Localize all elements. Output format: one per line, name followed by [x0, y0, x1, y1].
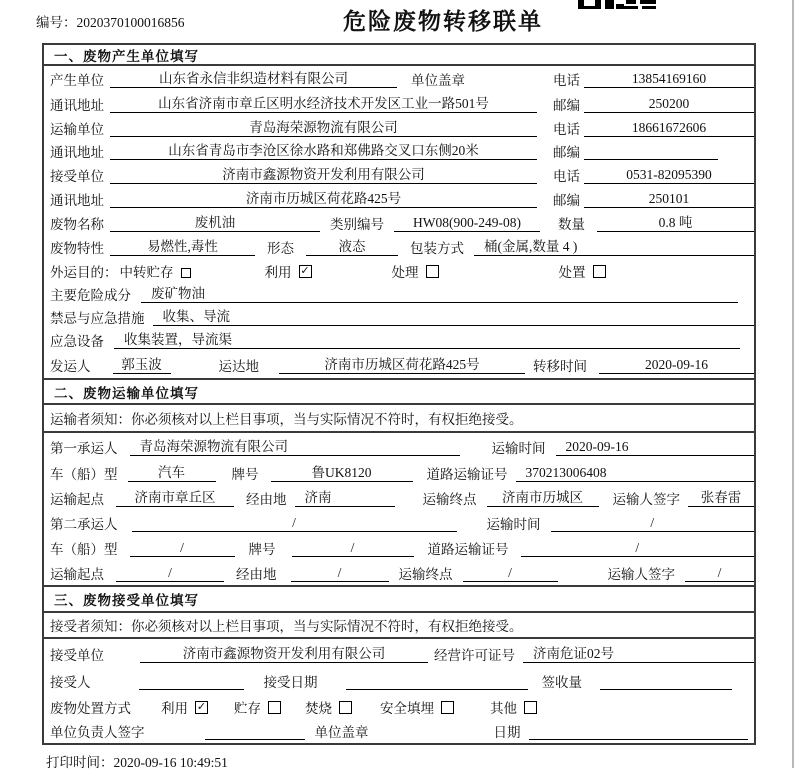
receiver-phone-value: 0531-82095390 — [584, 166, 754, 184]
carrier1-value: 青岛海荣源物流有限公司 — [130, 438, 460, 456]
transfer-checkbox — [181, 268, 191, 278]
carrier2-time-label: 运输时间 — [486, 516, 541, 532]
carrier2-row — [44, 510, 754, 535]
serial-value: 2020370100016856 — [76, 15, 185, 30]
transporter-notice: 运输者须知：你必须核对以上栏目事项，当与实际情况不符时，有权拒绝接受。 — [44, 405, 754, 433]
unit-seal-label: 单位盖章 — [314, 725, 369, 740]
accept-date-value — [346, 672, 528, 690]
waste-name-row — [44, 211, 754, 235]
sign-date-value — [529, 722, 749, 740]
waste-qty-value: 0.8 吨 — [597, 214, 754, 232]
hazard-row — [44, 282, 754, 305]
destination-value: 济南市历城区荷花路425号 — [279, 356, 525, 374]
waste-props-label: 废物特性 — [50, 241, 104, 256]
route1-via-value: 济南 — [295, 489, 395, 507]
receiver-value: 济南市鑫源物资开发利用有限公司 — [110, 166, 537, 184]
producer-address-value: 山东省济南市章丘区明水经济技术开发区工业一路501号 — [110, 95, 537, 113]
hazard-label: 主要危险成分 — [50, 287, 131, 303]
purpose-option-treat: 处理 — [391, 264, 419, 280]
accept-date-label: 接受日期 — [263, 675, 318, 690]
producer-seal-label: 单位盖章 — [411, 73, 465, 88]
vehicle2-row — [44, 535, 754, 560]
license1-value: 370213006408 — [516, 464, 755, 482]
producer-label: 产生单位 — [50, 73, 104, 88]
received-qty-value — [600, 672, 732, 690]
accept-unit-label: 接受单位 — [50, 647, 104, 663]
equipment-row — [44, 328, 754, 351]
receiver-zip-value: 250101 — [584, 190, 754, 208]
disposal-option-landfill: 安全填埋 — [380, 700, 434, 716]
transporter-address-value: 山东省青岛市李沧区徐水路和郑佛路交叉口东侧20米 — [110, 142, 537, 160]
purpose-option-use: 利用 — [264, 264, 292, 280]
route1-sign-label: 运输人签字 — [612, 491, 680, 507]
receiver-address-value: 济南市历城区荷花路425号 — [110, 190, 537, 208]
purpose-option-dispose: 处置 — [558, 264, 586, 280]
shipper-row — [44, 351, 754, 378]
use-checkbox: ✓ — [300, 264, 310, 277]
producer-phone-label: 电话 — [553, 73, 580, 88]
print-time-label: 打印时间： — [46, 755, 114, 770]
vehicle2-value: / — [130, 539, 235, 557]
route1-start-value: 济南市章丘区 — [116, 489, 234, 507]
sign-date-label: 日期 — [493, 725, 521, 740]
route2-start-label: 运输起点 — [50, 566, 104, 582]
producer-address-label: 通讯地址 — [50, 98, 104, 113]
receiver-zip-label: 邮编 — [553, 193, 580, 208]
disposal-option-burn: 焚烧 — [305, 700, 332, 716]
precaution-label: 禁忌与应急措施 — [50, 310, 145, 326]
purpose-row — [44, 259, 754, 282]
transporter-label: 运输单位 — [50, 121, 104, 137]
waste-props-value: 易燃性,毒性 — [110, 238, 255, 256]
vehicle2-label: 车（船）型 — [50, 541, 118, 557]
shipper-value: 郭玉波 — [113, 356, 171, 374]
disposal-store-checkbox — [268, 701, 281, 714]
vehicle1-label: 车（船）型 — [50, 467, 118, 482]
carrier2-value: / — [132, 514, 457, 532]
purpose-label: 外运目的： — [50, 264, 118, 280]
disposal-row — [44, 694, 754, 719]
route2-via-value: / — [291, 564, 389, 582]
plate2-value: / — [292, 539, 414, 557]
operating-license-value: 济南危证02号 — [523, 645, 754, 663]
section2-header: 二、废物运输单位填写 — [44, 378, 754, 405]
hazard-value: 废矿物油 — [141, 285, 738, 303]
disposal-landfill-checkbox — [441, 701, 454, 714]
route2-row — [44, 560, 754, 585]
acceptor-row — [44, 668, 754, 694]
plate1-label: 牌号 — [231, 467, 259, 482]
producer-value: 山东省永信非织造材料有限公司 — [110, 70, 397, 88]
license2-value: / — [521, 539, 755, 557]
route2-start-value: / — [116, 564, 224, 582]
signature-row — [44, 719, 754, 743]
transfer-time-label: 转移时间 — [533, 358, 587, 374]
receiver-row — [44, 163, 754, 187]
license1-label: 道路运输证号 — [426, 467, 508, 482]
license2-label: 道路运输证号 — [427, 541, 509, 557]
receiver-address-row — [44, 187, 754, 211]
waste-name-label: 废物名称 — [50, 217, 104, 232]
waste-pack-label: 包装方式 — [410, 241, 464, 256]
print-time-line — [46, 751, 228, 771]
transporter-phone-label: 电话 — [553, 121, 580, 137]
waste-qty-label: 数量 — [558, 217, 585, 232]
equipment-value: 收集装置，导流渠 — [114, 331, 740, 349]
carrier1-time-label: 运输时间 — [491, 441, 546, 456]
route2-sign-label: 运输人签字 — [607, 566, 675, 582]
producer-phone-value: 13854169160 — [584, 70, 754, 88]
producer-address-row — [44, 92, 754, 116]
route1-sign-value: 张春雷 — [688, 489, 754, 507]
route1-via-label: 经由地 — [246, 491, 287, 507]
plate1-value: 鲁UK8120 — [271, 464, 413, 482]
disposal-use-checkbox: ✓ — [196, 700, 207, 713]
section1-header: 一、废物产生单位填写 — [44, 45, 754, 66]
waste-pack-value: 桶(金属,数量 4 ) — [474, 238, 754, 256]
dispose-checkbox — [593, 265, 606, 278]
transporter-zip-value — [584, 142, 718, 160]
carrier1-label: 第一承运人 — [50, 441, 118, 456]
transporter-phone-value: 18661672606 — [584, 119, 754, 137]
route2-end-label: 运输终点 — [398, 566, 453, 582]
disposal-option-use: 利用 — [161, 700, 188, 716]
carrier1-row — [44, 433, 754, 461]
transfer-time-value: 2020-09-16 — [599, 356, 754, 374]
equipment-label: 应急设备 — [50, 333, 104, 349]
plate2-label: 牌号 — [248, 541, 276, 557]
print-time-value: 2020-09-16 10:49:51 — [113, 755, 228, 770]
route1-end-label: 运输终点 — [422, 491, 477, 507]
waste-form-value: 液态 — [306, 238, 398, 256]
transporter-address-label: 通讯地址 — [50, 145, 104, 160]
waste-form-label: 形态 — [267, 241, 294, 256]
operating-license-label: 经营许可证号 — [434, 647, 515, 663]
serial-label: 编号： — [36, 15, 77, 30]
destination-label: 运达地 — [218, 358, 259, 374]
route1-row — [44, 485, 754, 510]
signature-value — [205, 722, 305, 740]
transporter-address-row — [44, 139, 754, 163]
section3-header: 三、废物接受单位填写 — [44, 585, 754, 613]
waste-category-value: HW08(900-249-08) — [394, 214, 540, 232]
disposal-option-store: 贮存 — [234, 700, 261, 716]
disposal-label: 废物处置方式 — [50, 700, 131, 716]
treat-checkbox — [426, 265, 439, 278]
purpose-option-transfer: 中转贮存 — [119, 264, 174, 280]
producer-zip-label: 邮编 — [553, 98, 580, 113]
qr-code-fragment — [578, 0, 656, 9]
page-edge-divider — [792, 0, 794, 768]
route2-end-value: / — [463, 564, 558, 582]
acceptor-value — [139, 672, 244, 690]
producer-zip-value: 250200 — [584, 95, 754, 113]
vehicle1-row — [44, 461, 754, 485]
manifest-form — [42, 43, 756, 745]
vehicle1-value: 汽车 — [128, 464, 216, 482]
received-qty-label: 签收量 — [541, 675, 582, 690]
acceptor-label: 接受人 — [50, 675, 91, 690]
disposal-burn-checkbox — [339, 701, 352, 714]
disposal-option-other: 其他 — [490, 700, 517, 716]
receiver-phone-label: 电话 — [553, 169, 580, 184]
shipper-label: 发运人 — [50, 358, 91, 374]
route1-end-value: 济南市历城区 — [487, 489, 599, 507]
receiver-address-label: 通讯地址 — [50, 193, 104, 208]
transporter-value: 青岛海荣源物流有限公司 — [110, 119, 537, 137]
route2-via-label: 经由地 — [236, 566, 277, 582]
accept-unit-row — [44, 639, 754, 668]
signature-label: 单位负责人签字 — [50, 725, 145, 740]
carrier1-time-value: 2020-09-16 — [556, 438, 755, 456]
route2-sign-value: / — [685, 564, 754, 582]
waste-props-row — [44, 235, 754, 259]
receiver-label: 接受单位 — [50, 169, 104, 184]
carrier2-label: 第二承运人 — [50, 516, 118, 532]
disposal-other-checkbox — [524, 701, 537, 714]
accept-unit-value: 济南市鑫源物资开发利用有限公司 — [140, 645, 428, 663]
waste-category-label: 类别编号 — [330, 217, 384, 232]
precaution-row — [44, 305, 754, 328]
carrier2-time-value: / — [551, 514, 755, 532]
transporter-zip-label: 邮编 — [553, 145, 580, 160]
route1-start-label: 运输起点 — [50, 491, 104, 507]
transporter-row — [44, 116, 754, 139]
producer-row — [44, 66, 754, 92]
waste-name-value: 废机油 — [110, 214, 320, 232]
precaution-value: 收集、导流 — [153, 308, 755, 326]
page-title: 危险废物转移联单 — [343, 8, 543, 34]
acceptor-notice: 接受者须知：你必须核对以上栏目事项，当与实际情况不符时，有权拒绝接受。 — [44, 613, 754, 639]
